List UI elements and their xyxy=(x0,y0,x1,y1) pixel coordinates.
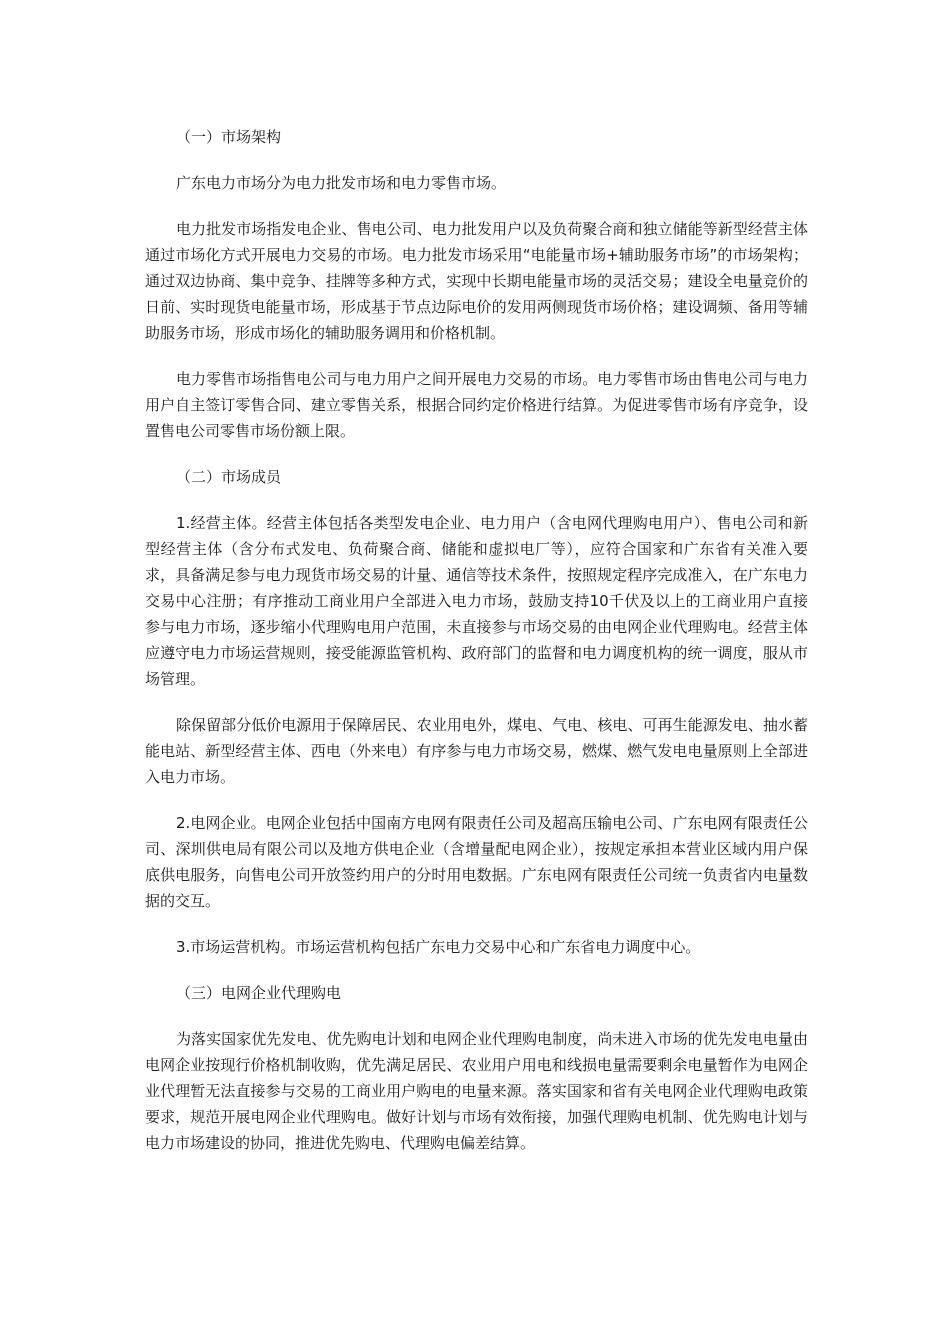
paragraph: 2.电网企业。电网企业包括中国南方电网有限责任公司及超高压输电公司、广东电网有限责任公司、深圳供电局有限公司以及地方供电企业（含增量配电网企业），按规定承担本营业区域内用户保底供电服务，向售电公司开放签约用户的分时用电数据。广东电网有限责任公司统一负责省内电量数据的交互。 xyxy=(145,814,808,910)
section-heading-market-members: （二）市场成员 xyxy=(176,468,282,486)
paragraph: 广东电力市场分为电力批发市场和电力零售市场。 xyxy=(176,174,507,192)
section-heading-market-structure: （一）市场架构 xyxy=(176,128,282,146)
paragraph: 1.经营主体。经营主体包括各类型发电企业、电力用户（含电网代理购电用户）、售电公司和新型经营主体（含分布式发电、负荷聚合商、储能和虚拟电厂等），应符合国家和广东省有关准入要求，具备满足参与电力现货市场交易的计量、通信等技术条件，按照规定程序完成准入，在广东电力交易中心注册；有序推动工商业用户全部进入电力市场，鼓励支持10千伏及以上的工商业用户直接参与电力市场，逐步缩小代理购电用户范围，未直接参与市场交易的由电网企业代理购电。经营主体应遵守电力市场运营规则，接受能源监管机构、政府部门的监督和电力调度机构的统一调度，服从市场管理。 xyxy=(145,514,808,688)
document-body xyxy=(145,124,808,1176)
paragraph: 电力批发市场指发电企业、售电公司、电力批发用户以及负荷聚合商和独立储能等新型经营主体通过市场化方式开展电力交易的市场。电力批发市场采用“电能量市场+辅助服务市场”的市场架构；通过双边协商、集中竞争、挂牌等多种方式，实现中长期电能量市场的灵活交易；建设全电量竞价的日前、实时现货电能量市场，形成基于节点边际电价的发用两侧现货市场价格；建设调频、备用等辅助服务市场，形成市场化的辅助服务调用和价格机制。 xyxy=(145,220,808,342)
paragraph: 除保留部分低价电源用于保障居民、农业用电外，煤电、气电、核电、可再生能源发电、抽水蓄能电站、新型经营主体、西电（外来电）有序参与电力市场交易，燃煤、燃气发电电量原则上全部进入电力市场。 xyxy=(145,716,808,786)
paragraph: 为落实国家优先发电、优先购电计划和电网企业代理购电制度，尚未进入市场的优先发电电量由电网企业按现行价格机制收购，优先满足居民、农业用户用电和线损电量需要剩余电量暂作为电网企业代理暂无法直接参与交易的工商业用户购电的电量来源。落实国家和省有关电网企业代理购电政策要求，规范开展电网企业代理购电。做好计划与市场有效衔接，加强代理购电机制、优先购电计划与电力市场建设的协同，推进优先购电、代理购电偏差结算。 xyxy=(145,1030,808,1152)
paragraph: 3.市场运营机构。市场运营机构包括广东电力交易中心和广东省电力调度中心。 xyxy=(176,938,701,956)
section-heading-grid-agency-purchase: （三）电网企业代理购电 xyxy=(176,984,342,1002)
paragraph: 电力零售市场指售电公司与电力用户之间开展电力交易的市场。电力零售市场由售电公司与电力用户自主签订零售合同、建立零售关系，根据合同约定价格进行结算。为促进零售市场有序竞争，设置售电公司零售市场份额上限。 xyxy=(145,370,808,440)
